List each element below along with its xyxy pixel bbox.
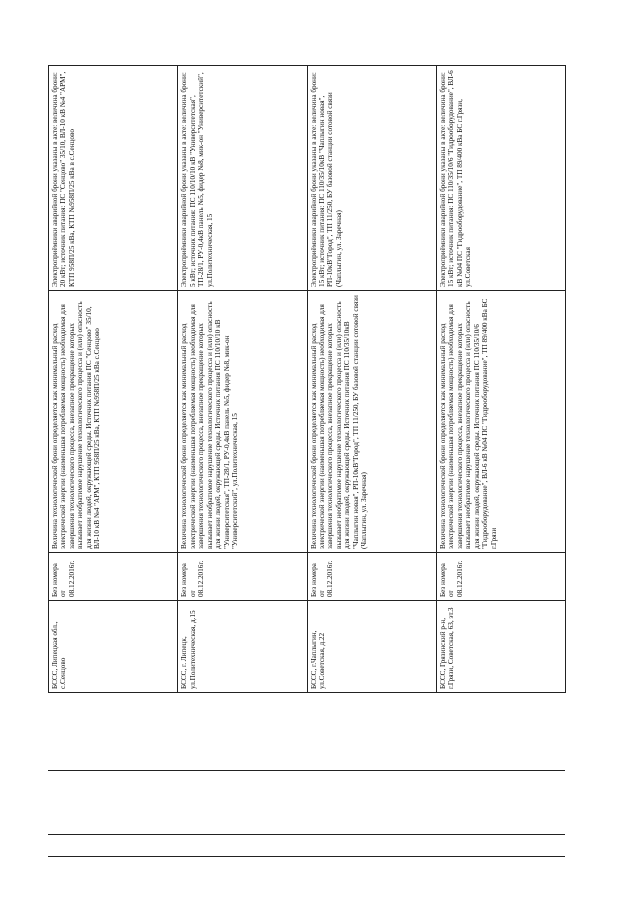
act-number-cell: Без номера от 08.12.2016г. bbox=[307, 553, 436, 601]
emergency-reserve-table bbox=[48, 65, 566, 693]
emergency-reserve-cell: Электроприёмники аварийной брони указаны в акте: величина брони: 20 кВт; источник питания: ПС "Сенцово" 35/10, ВЛ-10 кВ №4 "АРМ", КТП 958П/25 кВа, КТП №958П/25 кВа в с.Сенцово bbox=[49, 66, 178, 291]
table-row bbox=[436, 66, 565, 693]
tech-reserve-cell: Величина технологической брони определяется как минимальный расход электрической энергии (наименьшая потребляемая мощность) необходимая для завершения технологического процесса, внезапное прекращение которых вызывает необратимое нарушение технологического процесса и (или) опасность для жизни людей, окружающей среды. Источник питания ПС 110/10/10 кВ "Университетская", ТП-28/1, РУ-0,4кВ панель №5, фидер №8, мик-он "Университетский", ул.Политехническая, 15 bbox=[178, 291, 307, 553]
horizontal-rule bbox=[48, 834, 565, 835]
act-number-cell: Без номера от 08.12.2016г. bbox=[178, 553, 307, 601]
horizontal-rule bbox=[48, 856, 565, 857]
act-number-cell: Без номера от 08.12.2016г. bbox=[49, 553, 178, 601]
emergency-reserve-cell: Электроприёмники аварийной брони указаны в акте: величина брони: 15 кВт; источник питания: ПС 110/35/10кВ "Чаплыгин новая", РП-10кВ"Город", ТП 11/250, БУ базовой станции сотовой связи (Чаплыгин, ул. Заречная) bbox=[307, 66, 436, 291]
tech-reserve-cell: Величина технологической брони определяется как минимальный расход электрической энергии (наименьшая потребляемая мощность) необходимая для завершения технологического процесса, внезапное прекращение которых вызывает необратимое нарушение технологического процесса и (или) опасность для жизни людей, окружающей среды. Источник питания ПС "Сенцово" 35/10, ВЛ-10 кВ №4 "АРМ", КТП 958П/25 кВа, КТП №958П/25 кВа с.Сенцово bbox=[49, 291, 178, 553]
table-row bbox=[49, 66, 178, 693]
object-cell: БССС, Липецкая обл., с.Сенцово bbox=[49, 601, 178, 693]
object-cell: БССС, г.Чаплыгин, ул.Советская, д.22 bbox=[307, 601, 436, 693]
act-number-cell: Без номера от 08.12.2016г. bbox=[436, 553, 565, 601]
object-cell: БССС, г. Липецк, ул.Политехническая, д.15 bbox=[178, 601, 307, 693]
tech-reserve-cell: Величина технологической брони определяется как минимальный расход электрической энергии (наименьшая потребляемая мощность) необходимая для завершения технологического процесса, внезапное прекращение которых вызывает необратимое нарушение технологического процесса и (или) опасность для жизни людей, окружающей среды. Источник питания ПС 110/35/10кВ "Чаплыгин новая", РП-10кВ"Город", ТП 11/250, БУ базовой станции сотовой связи (Чаплыгин, ул. Заречная) bbox=[307, 291, 436, 553]
table-row bbox=[307, 66, 436, 693]
object-cell: БССС, Грязинский р-н, г.Грязи, Советская, 63, эт.3 bbox=[436, 601, 565, 693]
emergency-reserve-cell: Электроприёмники аварийной брони указаны в акте: величина брони: 5 кВт; источник питания: ПС 110/10/10 кВ "Университетская", ТП-28/1, РУ-0,4кВ панель №5, фидер №8, мик-он "Университетский", ул.Политехническая, 15 bbox=[178, 66, 307, 291]
table-row bbox=[178, 66, 307, 693]
horizontal-rule bbox=[48, 770, 565, 771]
emergency-reserve-cell: Электроприёмники аварийной брони указаны в акте: величина брони: 15 кВт; источник питания: ПС 110/35/10/6 "Гидрооборудование", ВЛ-6 кВ №04 ПС "Гидрооборудование", ТП 89/400 кВа БС г.Грязи, ул.Советская bbox=[436, 66, 565, 291]
rotated-table-container bbox=[48, 66, 565, 693]
tech-reserve-cell: Величина технологической брони определяется как минимальный расход электрической энергии (наименьшая потребляемая мощность) необходимая для завершения технологического процесса, внезапное прекращение которых вызывает необратимое нарушение технологического процесса и (или) опасность для жизни людей, окружающей среды. Источник питания ПС 110/35/10/6 "Гидрооборудование", ВЛ-6 кВ №04 ПС "Гидрооборудование", ТП 89/400 кВа БС г.Грязи bbox=[436, 291, 565, 553]
